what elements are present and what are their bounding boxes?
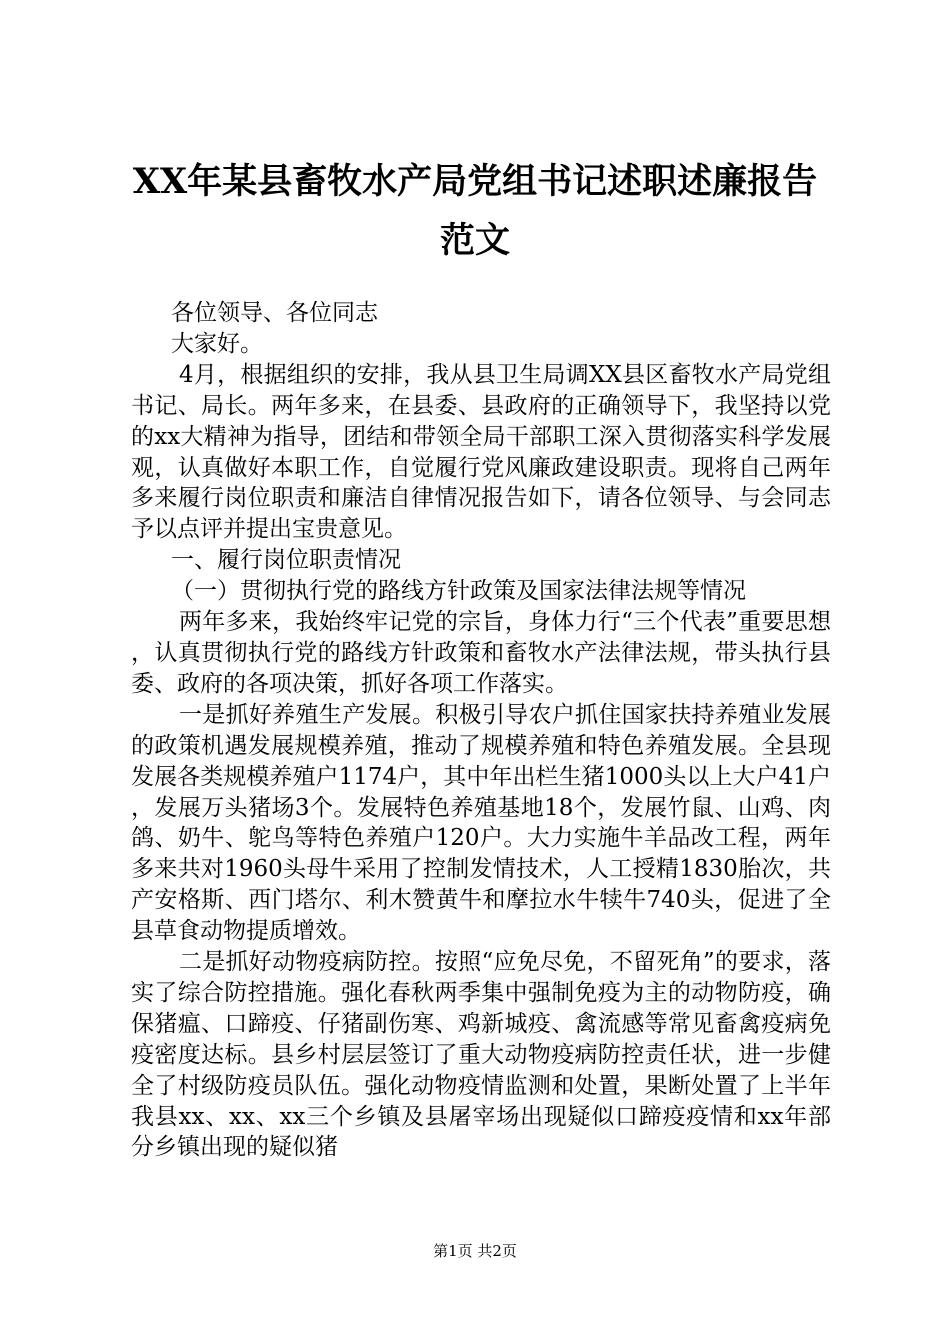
document-title-line-1: XX年某县畜牧水产局党组书记述职述廉报告 [132,161,818,202]
section-heading-1: 一、履行岗位职责情况 [171,547,401,574]
page-number-footer: 第1页 共2页 [433,1242,517,1260]
document-body [131,298,831,1163]
salutation-paragraph: 各位领导、各位同志 [171,300,378,326]
body-paragraph: 一是抓好养殖生产发展。积极引导农户抓住国家扶持养殖业发展的政策机遇发展规模养殖，推动了规模养殖和特色养殖发展。全县现发展各类规模养殖户1174户，其中年出栏生猪1000头以上大户41户，发展万头猪场3个。发展特色养殖基地18个，发展竹鼠、山鸡、肉鸽、奶牛、鸵鸟等特色养殖户120户。大力实施牛羊品改工程，两年多来共对1960头母牛采用了控制发情技术，人工授精1830胎次，共产安格斯、西门塔尔、利木赞黄牛和摩拉水牛犊牛740头，促进了全县草食动物提质增效。 [131,701,831,945]
greeting-paragraph: 大家好。 [171,330,263,357]
body-paragraph: 两年多来，我始终牢记党的宗旨，身体力行“三个代表”重要思想，认真贯彻执行党的路线方针政策和畜牧水产法律法规，带头执行县委、政府的各项决策，抓好各项工作落实。 [131,609,831,697]
subsection-heading-1: （一）贯彻执行党的路线方针政策及国家法律法规等情况 [171,578,746,605]
document-title-line-2: 范文 [439,220,510,261]
body-paragraph: 二是抓好动物疫病防控。按照“应免尽免，不留死角”的要求，落实了综合防控措施。强化春秋两季集中强制免疫为主的动物防疫，确保猪瘟、口蹄疫、仔猪副伤寒、鸡新城疫、禽流感等常见畜禽疫病免疫密度达标。县乡村层层签订了重大动物疫病防控责任状，进一步健全了村级防疫员队伍。强化动物疫情监测和处置，果断处置了上半年我县xx、xx、xx三个乡镇及县屠宰场出现疑似口蹄疫疫情和xx年部分乡镇出现的疑似猪 [131,949,831,1161]
intro-paragraph: 4月，根据组织的安排，我从县卫生局调XX县区畜牧水产局党组书记、局长。两年多来，在县委、县政府的正确领导下，我坚持以党的xx大精神为指导，团结和带领全局干部职工深入贯彻落实科学发展观，认真做好本职工作，自觉履行党风廉政建设职责。现将自己两年多来履行岗位职责和廉洁自律情况报告如下，请各位领导、与会同志予以点评并提出宝贵意见。 [131,361,831,543]
